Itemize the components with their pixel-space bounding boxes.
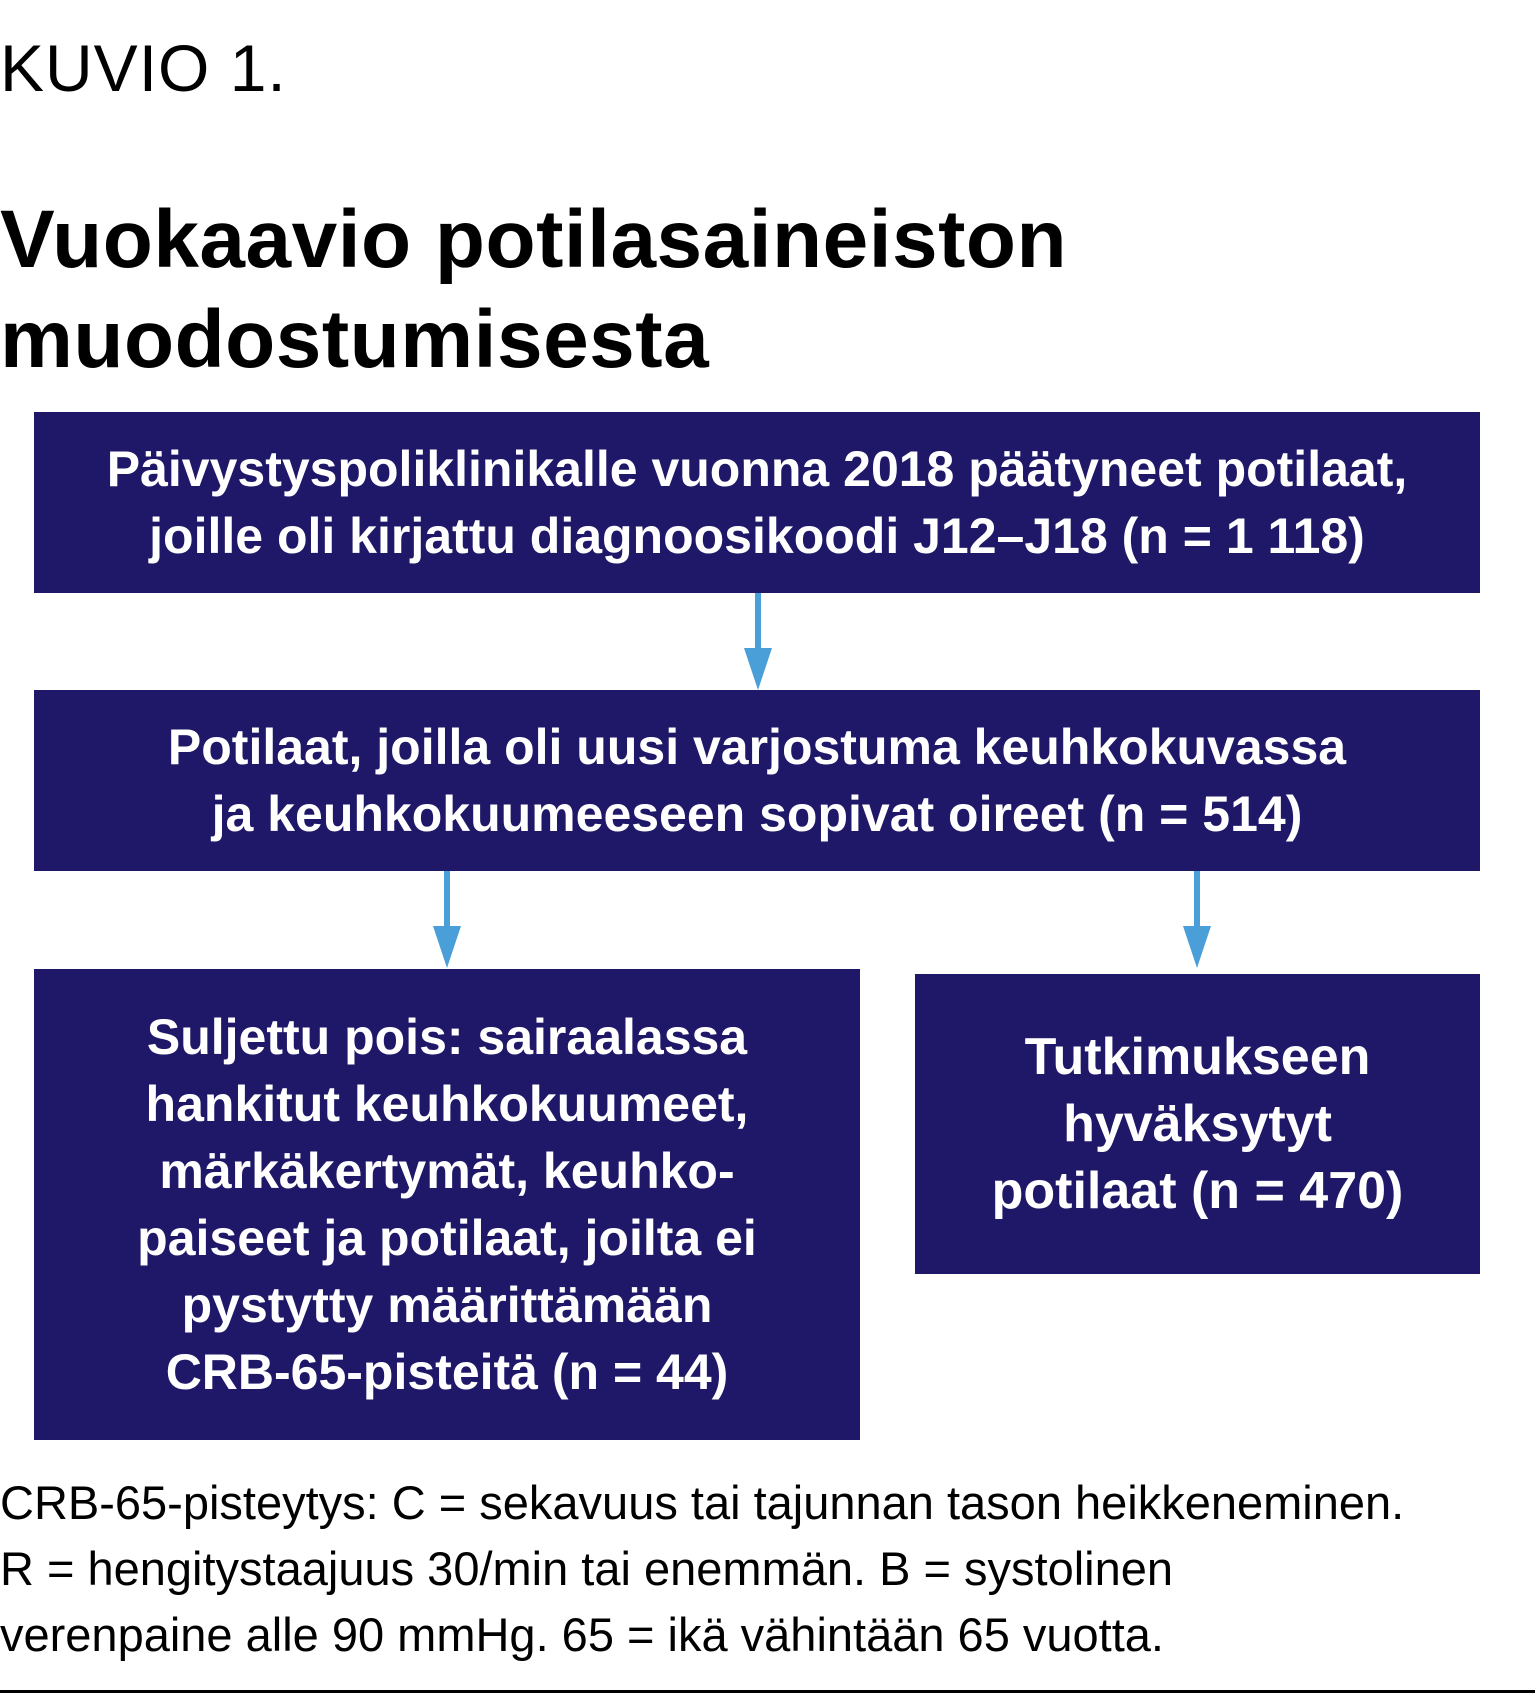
footnote-line-2: R = hengitystaajuus 30/min tai enemmän. B = systolinen xyxy=(0,1542,1174,1595)
box-initial-line-2: joille oli kirjattu diagnoosikoodi J12–J18 (n = 1 118) xyxy=(149,507,1365,564)
box-included-line-1: Tutkimukseen xyxy=(1024,1027,1371,1086)
box-screened-line-2: ja keuhkokuumeeseen sopivat oireet (n = 514) xyxy=(211,785,1303,842)
arrow-screened-to-excluded xyxy=(433,871,461,968)
box-excluded-patients xyxy=(34,969,860,1440)
figure-title-line-2: muodostumisesta xyxy=(0,294,710,385)
figure-title-line-1: Vuokaavio potilasaineiston xyxy=(0,194,1068,285)
box-excluded-line-1: Suljettu pois: sairaalassa xyxy=(146,1008,748,1065)
box-excluded-line-6: CRB-65-pisteitä (n = 44) xyxy=(165,1343,729,1400)
box-included-line-2: hyväksytyt xyxy=(1063,1094,1332,1153)
figure-label: KUVIO 1. xyxy=(0,31,287,105)
box-included-line-3: potilaat (n = 470) xyxy=(991,1161,1404,1220)
box-screened-patients xyxy=(34,690,1480,871)
box-screened-line-1: Potilaat, joilla oli uusi varjostuma keuhkokuvassa xyxy=(167,718,1347,775)
footnote-line-1: CRB-65-pisteytys: C = sekavuus tai tajunnan tason heikkeneminen. xyxy=(0,1476,1405,1529)
box-excluded-line-2: hankitut keuhkokuumeet, xyxy=(145,1075,749,1132)
figure-title xyxy=(0,190,1067,390)
box-included-patients xyxy=(915,974,1480,1274)
footnote xyxy=(0,1470,1404,1668)
bottom-rule xyxy=(0,1690,1535,1693)
box-excluded-line-5: pystytty määrittämään xyxy=(181,1276,713,1333)
arrow-initial-to-screened xyxy=(744,593,772,690)
box-excluded-line-4: paiseet ja potilaat, joilta ei xyxy=(137,1209,757,1266)
box-excluded-line-3: märkäkertymät, keuhko- xyxy=(159,1142,735,1199)
box-initial-patients xyxy=(34,412,1480,593)
footnote-line-3: verenpaine alle 90 mmHg. 65 = ikä vähintään 65 vuotta. xyxy=(0,1608,1164,1661)
box-initial-line-1: Päivystyspoliklinikalle vuonna 2018 päätyneet potilaat, xyxy=(106,440,1408,497)
arrow-screened-to-included xyxy=(1183,871,1211,968)
